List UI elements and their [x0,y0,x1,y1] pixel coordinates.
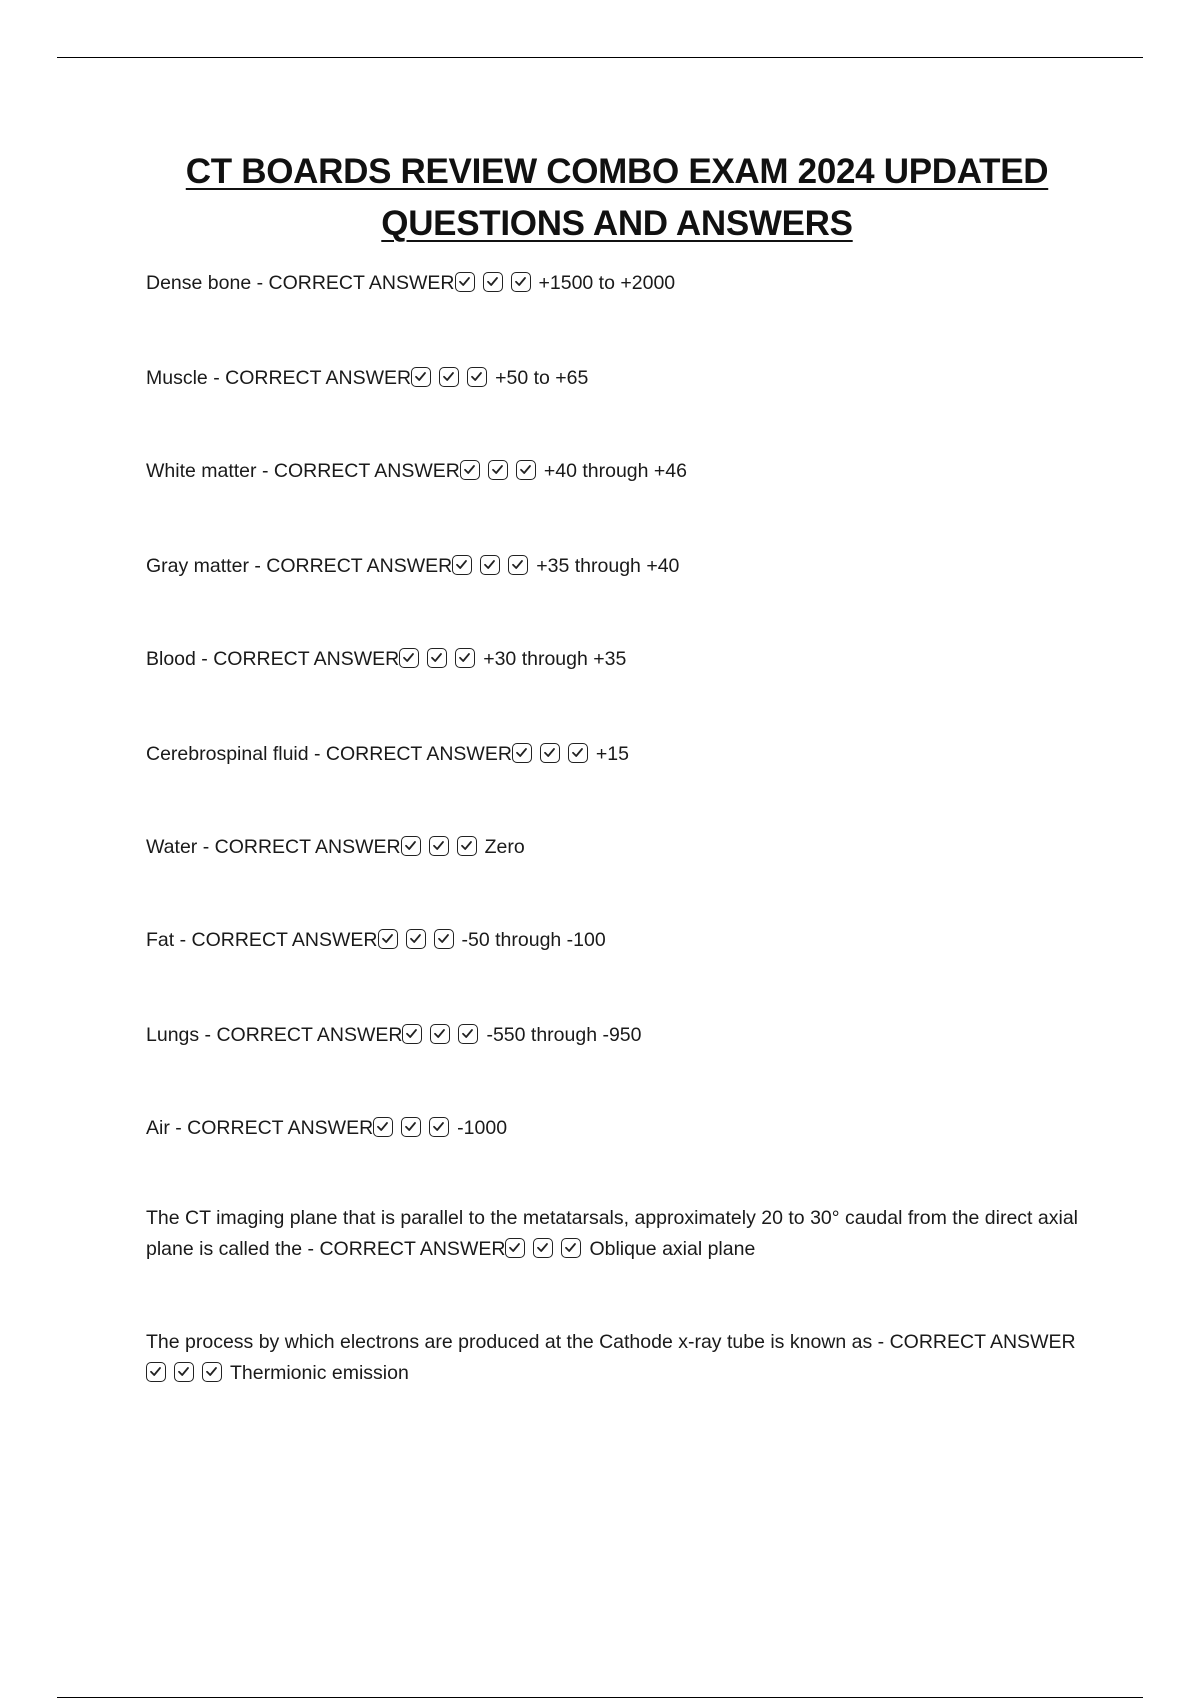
checkbox-checked-icon [516,460,536,480]
answer-text: +35 through +40 [536,555,680,577]
checkbox-checked-icon [434,929,454,949]
answer-marker: - CORRECT ANSWER [197,836,401,858]
title-line-1: CT BOARDS REVIEW COMBO EXAM 2024 UPDATED [185,152,1049,191]
answer-marker: - CORRECT ANSWER [207,367,412,389]
checkbox-checked-icon [411,367,431,387]
checkbox-checked-icon [202,1362,222,1382]
answer-marker: - CORRECT ANSWER [169,1117,374,1139]
question-text: Air [146,1117,170,1139]
answer-text: -550 through -950 [486,1024,642,1046]
answer-text: +50 to +65 [495,367,589,389]
checkbox-checked-icon [452,555,472,575]
checkbox-checked-icon [483,272,503,292]
answer-marker: - CORRECT ANSWER [174,929,378,951]
checkbox-checked-icon [378,929,398,949]
qa-item [146,644,1096,675]
top-rule [57,57,1143,58]
checkbox-checked-icon [174,1362,194,1382]
bottom-rule [57,1697,1143,1698]
checkbox-checked-icon [512,743,532,763]
answer-text: Thermionic emission [230,1362,409,1384]
answer-marker: - CORRECT ANSWER [308,743,512,765]
question-text: The process by which electrons are produced at the Cathode x-ray tube is known as [146,1331,873,1353]
answer-marker: - CORRECT ANSWER [199,1024,403,1046]
qa-item [146,268,1096,299]
checkbox-checked-icon [406,929,426,949]
question-text: Muscle [146,367,208,389]
checkbox-checked-icon [505,1238,525,1258]
qa-item [146,832,1096,863]
answer-text: +40 through +46 [543,460,687,482]
qa-item [146,456,1096,487]
checkbox-checked-icon [399,648,419,668]
question-text: Cerebrospinal fluid [146,743,309,765]
question-text: Dense bone [146,272,252,294]
checkbox-checked-icon [439,367,459,387]
checkbox-checked-icon [401,836,421,856]
checkbox-checked-icon [568,743,588,763]
answer-marker: - CORRECT ANSWER [256,460,460,482]
question-text: The CT imaging plane that is parallel to the metatarsals, approximately 20 to 30° caudal from the direct axial plane is called the [146,1207,1079,1260]
question-text: Blood [146,648,196,670]
checkbox-checked-icon [430,1024,450,1044]
checkbox-checked-icon [540,743,560,763]
checkbox-checked-icon [508,555,528,575]
qa-item [146,1113,1096,1144]
checkbox-checked-icon [146,1362,166,1382]
checkbox-checked-icon [429,1117,449,1137]
qa-item [146,1203,1096,1265]
document-title [120,146,1114,250]
answer-text: Oblique axial plane [589,1238,756,1260]
answer-text: +15 [595,743,629,765]
qa-item [146,739,1096,770]
checkbox-checked-icon [460,460,480,480]
answer-text: Zero [484,836,525,858]
question-text: Gray matter [146,555,249,577]
qa-item [146,551,1096,582]
answer-text: +1500 to +2000 [538,272,676,294]
checkbox-checked-icon [427,648,447,668]
checkbox-checked-icon [429,836,449,856]
checkbox-checked-icon [455,648,475,668]
checkbox-checked-icon [480,555,500,575]
answer-marker: - CORRECT ANSWER [872,1331,1076,1353]
question-text: Water [146,836,198,858]
question-text: White matter [146,460,257,482]
answer-marker: - CORRECT ANSWER [302,1238,506,1260]
checkbox-checked-icon [402,1024,422,1044]
question-text: Fat [146,929,175,951]
checkbox-checked-icon [511,272,531,292]
answer-text: +30 through +35 [483,648,627,670]
checkbox-checked-icon [373,1117,393,1137]
answer-marker: - CORRECT ANSWER [195,648,400,670]
qa-item [146,925,1096,956]
checkbox-checked-icon [458,1024,478,1044]
checkbox-checked-icon [533,1238,553,1258]
checkbox-checked-icon [488,460,508,480]
checkbox-checked-icon [457,836,477,856]
qa-item [146,1327,1096,1389]
answer-marker: - CORRECT ANSWER [251,272,455,294]
checkbox-checked-icon [401,1117,421,1137]
answer-text: -50 through -100 [461,929,606,951]
qa-item [146,1020,1096,1051]
answer-marker: - CORRECT ANSWER [248,555,453,577]
checkbox-checked-icon [455,272,475,292]
question-text: Lungs [146,1024,200,1046]
checkbox-checked-icon [467,367,487,387]
title-line-2: QUESTIONS AND ANSWERS [381,204,853,243]
answer-text: -1000 [457,1117,508,1139]
qa-item [146,363,1096,394]
checkbox-checked-icon [561,1238,581,1258]
